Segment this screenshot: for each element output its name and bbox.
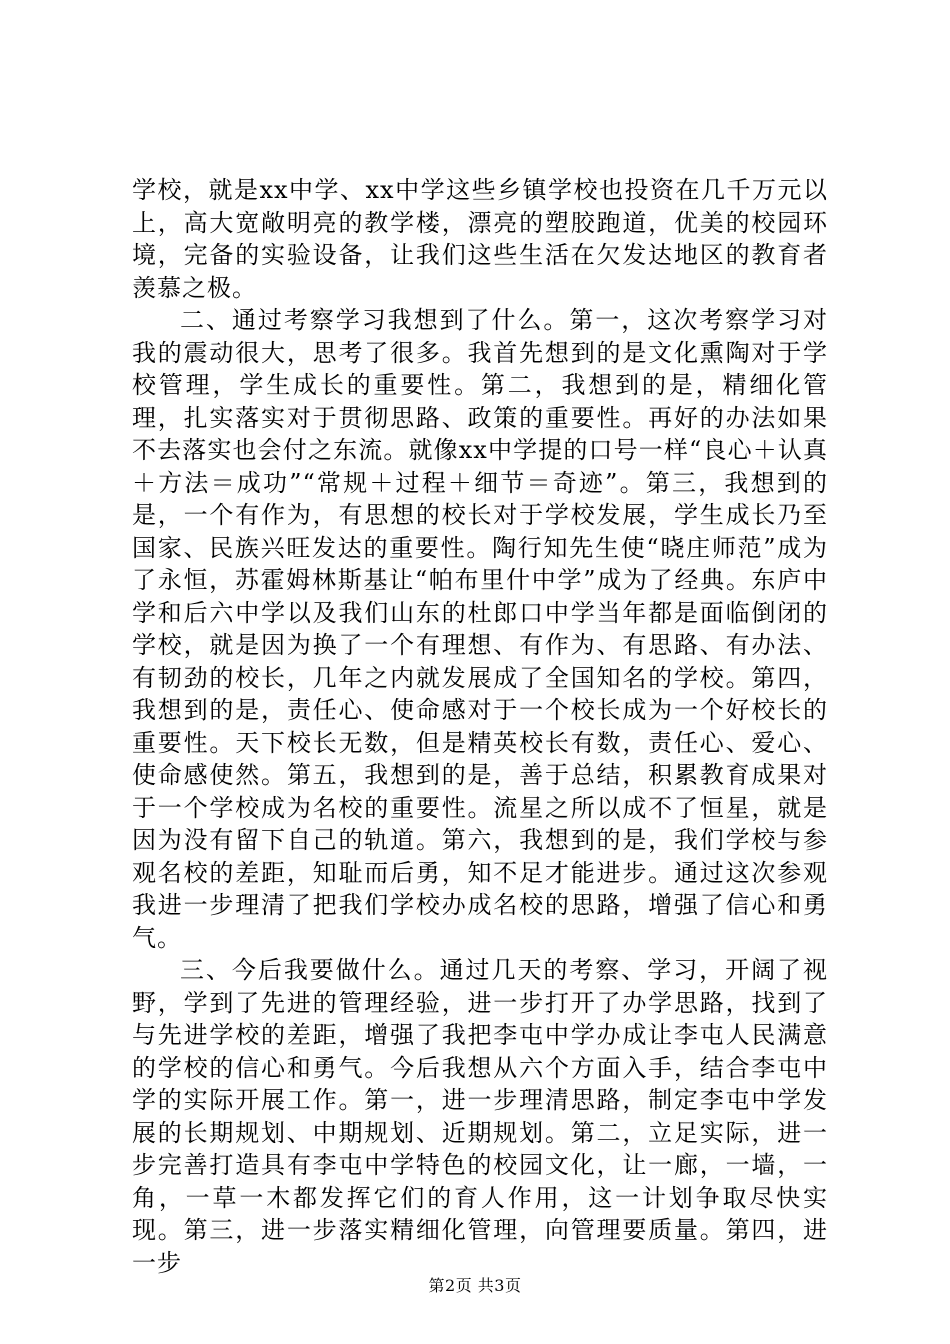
paragraph-3: 三、今后我要做什么。通过几天的考察、学习，开阔了视野，学到了先进的管理经验，进一步打开了办学思路，找到了与先进学校的差距，增强了我把李屯中学办成让李屯人民满意的学校的信心和勇气。今后我想从六个方面入手，结合李屯中学的实际开展工作。第一，进一步理清思路，制定李屯中学发展的长期规划、中期规划、近期规划。第二，立足实际，进一步完善打造具有李屯中学特色的校园文化，让一廊，一墙，一角，一草一木都发挥它们的育人作用，这一计划争取尽快实现。第三，进一步落实精细化管理，向管理要质量。第四，进一步 bbox=[132, 956, 828, 1277]
paragraph-1: 学校，就是xx中学、xx中学这些乡镇学校也投资在几千万元以上，高大宽敞明亮的教学楼，漂亮的塑胶跑道，优美的校园环境，完备的实验设备，让我们这些生活在欠发达地区的教育者羡慕之极。 bbox=[132, 176, 828, 302]
document-body bbox=[132, 174, 828, 1279]
paragraph-2: 二、通过考察学习我想到了什么。第一，这次考察学习对我的震动很大，思考了很多。我首先想到的是文化熏陶对于学校管理，学生成长的重要性。第二，我想到的是，精细化管理，扎实落实对于贯彻思路、政策的重要性。再好的办法如果不去落实也会付之东流。就像xx中学提的口号一样“良心＋认真＋方法＝成功”“常规＋过程＋细节＝奇迹”。第三，我想到的是，一个有作为，有思想的校长对于学校发展，学生成长乃至国家、民族兴旺发达的重要性。陶行知先生使“晓庄师范”成为了永恒，苏霍姆林斯基让“帕布里什中学”成为了经典。东庐中学和后六中学以及我们山东的杜郎口中学当年都是面临倒闭的学校，就是因为换了一个有理想、有作为、有思路、有办法、有韧劲的校长，几年之内就发展成了全国知名的学校。第四，我想到的是，责任心、使命感对于一个校长成为一个好校长的重要性。天下校长无数，但是精英校长有数，责任心、爱心、使命感使然。第五，我想到的是，善于总结，积累教育成果对于一个学校成为名校的重要性。流星之所以成不了恒星，就是因为没有留下自己的轨道。第六，我想到的是，我们学校与参观名校的差距，知耻而后勇，知不足才能进步。通过这次参观我进一步理清了把我们学校办成名校的思路，增强了信心和勇气。 bbox=[132, 306, 828, 952]
page-number-footer: 第2页 共3页 bbox=[428, 1276, 522, 1295]
